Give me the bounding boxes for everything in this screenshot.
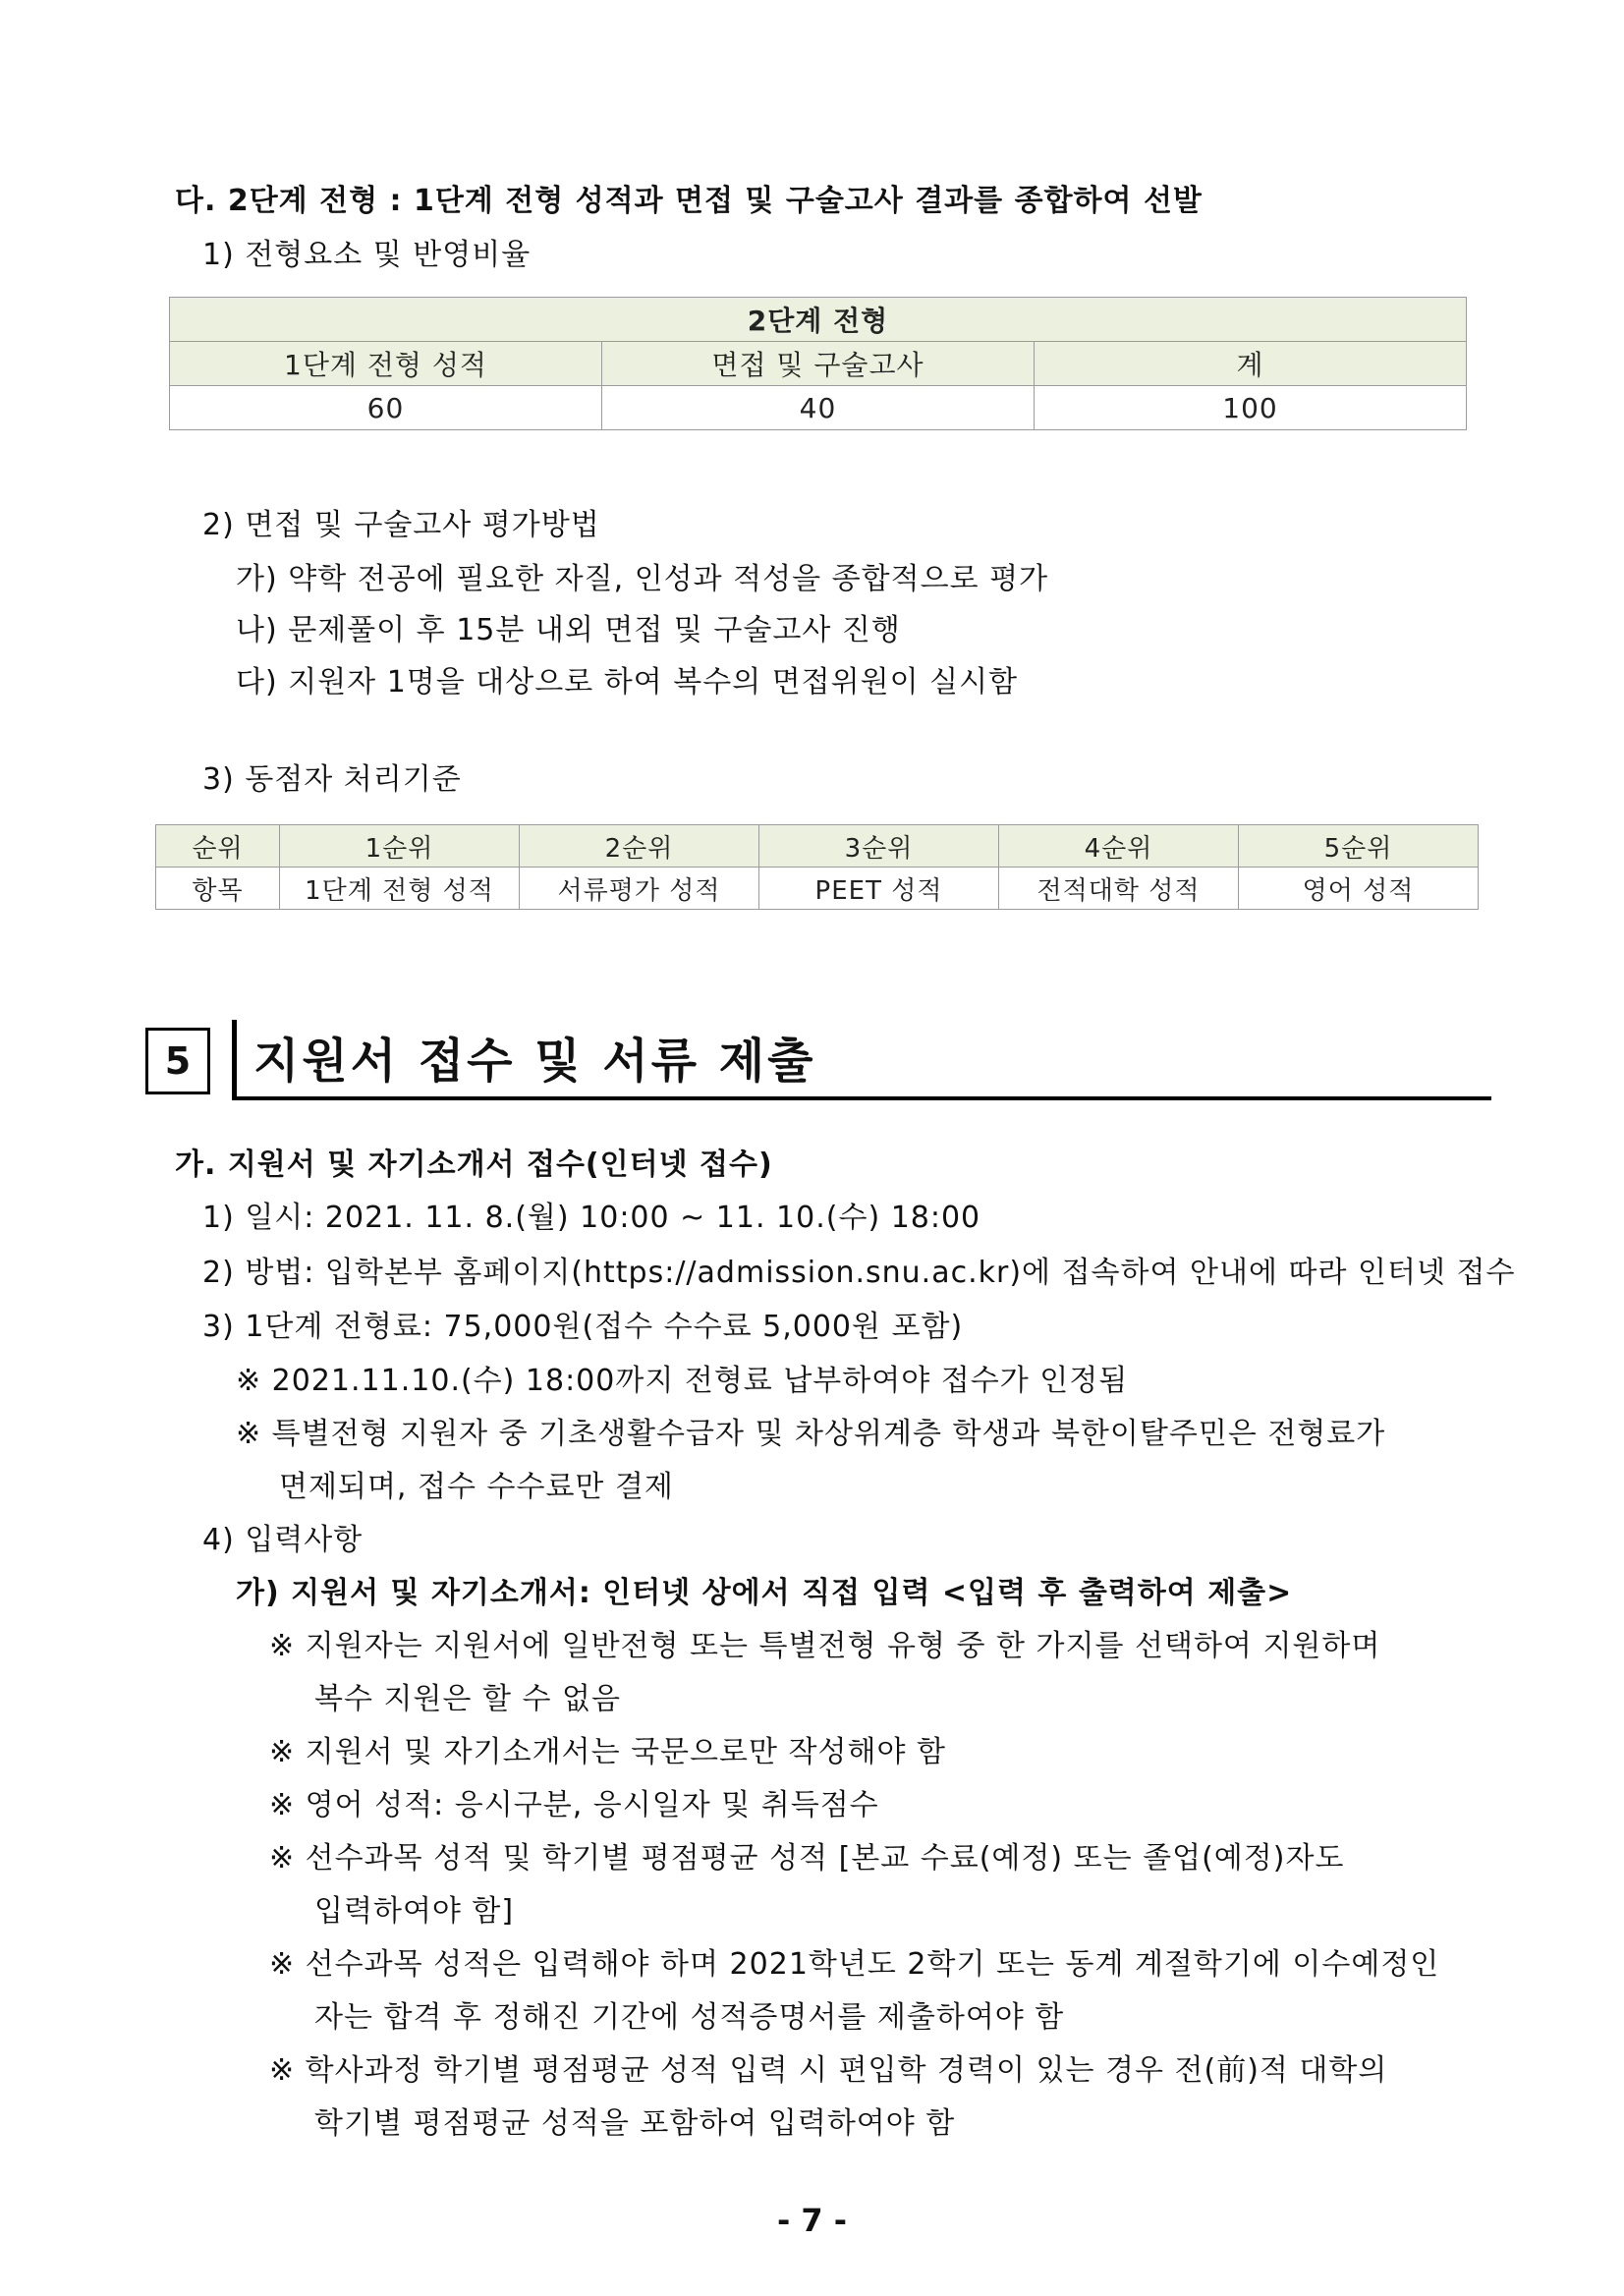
- sub2-item: 다) 지원자 1명을 대상으로 하여 복수의 면접위원이 실시함: [236, 665, 1019, 700]
- table2-cell: 3순위: [759, 825, 999, 868]
- table1-header: 1단계 전형 성적: [170, 342, 602, 386]
- sub2-item: 나) 문제풀이 후 15분 내외 면접 및 구술고사 진행: [236, 613, 901, 647]
- stage2-sub2: 2) 면접 및 구술고사 평가방법: [202, 508, 600, 542]
- input-note: ※ 선수과목 성적 및 학기별 평점평균 성적 [본교 수료(예정) 또는 졸업(예정)자도: [269, 1841, 1345, 1876]
- table2-cell: 2순위: [520, 825, 759, 868]
- table2-cell: 영어 성적: [1239, 868, 1479, 910]
- input-note: ※ 지원서 및 자기소개서는 국문으로만 작성해야 함: [269, 1735, 946, 1769]
- input-note: ※ 영어 성적: 응시구분, 응시일자 및 취득점수: [269, 1788, 879, 1822]
- page-number: - 7 -: [776, 2202, 848, 2239]
- stage2-sub1: 1) 전형요소 및 반영비율: [202, 238, 532, 272]
- section-underline: [232, 1096, 1491, 1100]
- application-note: ※ 2021.11.10.(수) 18:00까지 전형료 납부하여야 접수가 인정됨: [236, 1364, 1129, 1398]
- input-note: 입력하여야 함]: [314, 1894, 515, 1929]
- input-note: ※ 학사과정 학기별 평점평균 성적 입력 시 편입학 경력이 있는 경우 전(前)적 대학의: [269, 2053, 1388, 2088]
- table1-value: 40: [602, 386, 1035, 430]
- application-item: 1) 일시: 2021. 11. 8.(월) 10:00 ~ 11. 10.(수) 18:00: [202, 1201, 981, 1235]
- table1-value: 60: [170, 386, 602, 430]
- section-number-box: 5: [145, 1028, 210, 1094]
- table2-cell: 순위: [156, 825, 280, 868]
- application-note: ※ 특별전형 지원자 중 기초생활수급자 및 차상위계층 학생과 북한이탈주민은 전형료가: [236, 1417, 1386, 1451]
- input-note: ※ 지원자는 지원서에 일반전형 또는 특별전형 유형 중 한 가지를 선택하여 지원하며: [269, 1629, 1381, 1663]
- table2-cell: 4순위: [999, 825, 1239, 868]
- table2-cell: 전적대학 성적: [999, 868, 1239, 910]
- input-subheading: 가) 지원서 및 자기소개서: 인터넷 상에서 직접 입력 <입력 후 출력하여 제출>: [236, 1576, 1293, 1610]
- table1-value: 100: [1035, 386, 1467, 430]
- section-title: 지원서 접수 및 서류 제출: [253, 1034, 816, 1089]
- table2-cell: 5순위: [1239, 825, 1479, 868]
- table1-header: 계: [1035, 342, 1467, 386]
- application-item: 2) 방법: 입학본부 홈페이지(https://admission.snu.ac.kr)에 접속하여 안내에 따라 인터넷 접수: [202, 1256, 1516, 1290]
- table2-cell: 항목: [156, 868, 280, 910]
- input-note: 자는 합격 후 정해진 기간에 성적증명서를 제출하여야 함: [314, 2000, 1065, 2035]
- selection-ratio-table: [169, 297, 1467, 430]
- table2-cell: 1단계 전형 성적: [280, 868, 520, 910]
- application-heading: 가. 지원서 및 자기소개서 접수(인터넷 접수): [175, 1148, 773, 1182]
- section-title-bar: [232, 1020, 237, 1100]
- application-note: 면제되며, 접수 수수료만 결제: [279, 1470, 674, 1504]
- application-item: 4) 입력사항: [202, 1523, 364, 1557]
- input-note: 복수 지원은 할 수 없음: [314, 1682, 621, 1716]
- input-note: ※ 선수과목 성적은 입력해야 하며 2021학년도 2학기 또는 동계 계절학기에 이수예정인: [269, 1947, 1440, 1982]
- stage2-sub3: 3) 동점자 처리기준: [202, 762, 462, 797]
- sub2-item: 가) 약학 전공에 필요한 자질, 인성과 적성을 종합적으로 평가: [236, 562, 1049, 596]
- application-item: 3) 1단계 전형료: 75,000원(접수 수수료 5,000원 포함): [202, 1310, 964, 1344]
- table2-cell: PEET 성적: [759, 868, 999, 910]
- table2-cell: 서류평가 성적: [520, 868, 759, 910]
- input-note: 학기별 평점평균 성적을 포함하여 입력하여야 함: [314, 2106, 956, 2141]
- table1-header: 면접 및 구술고사: [602, 342, 1035, 386]
- table1-title: 2단계 전형: [170, 298, 1467, 342]
- tie-break-table: [155, 824, 1479, 910]
- table2-cell: 1순위: [280, 825, 520, 868]
- stage2-heading: 다. 2단계 전형 : 1단계 전형 성적과 면접 및 구술고사 결과를 종합하여 선발: [175, 184, 1203, 218]
